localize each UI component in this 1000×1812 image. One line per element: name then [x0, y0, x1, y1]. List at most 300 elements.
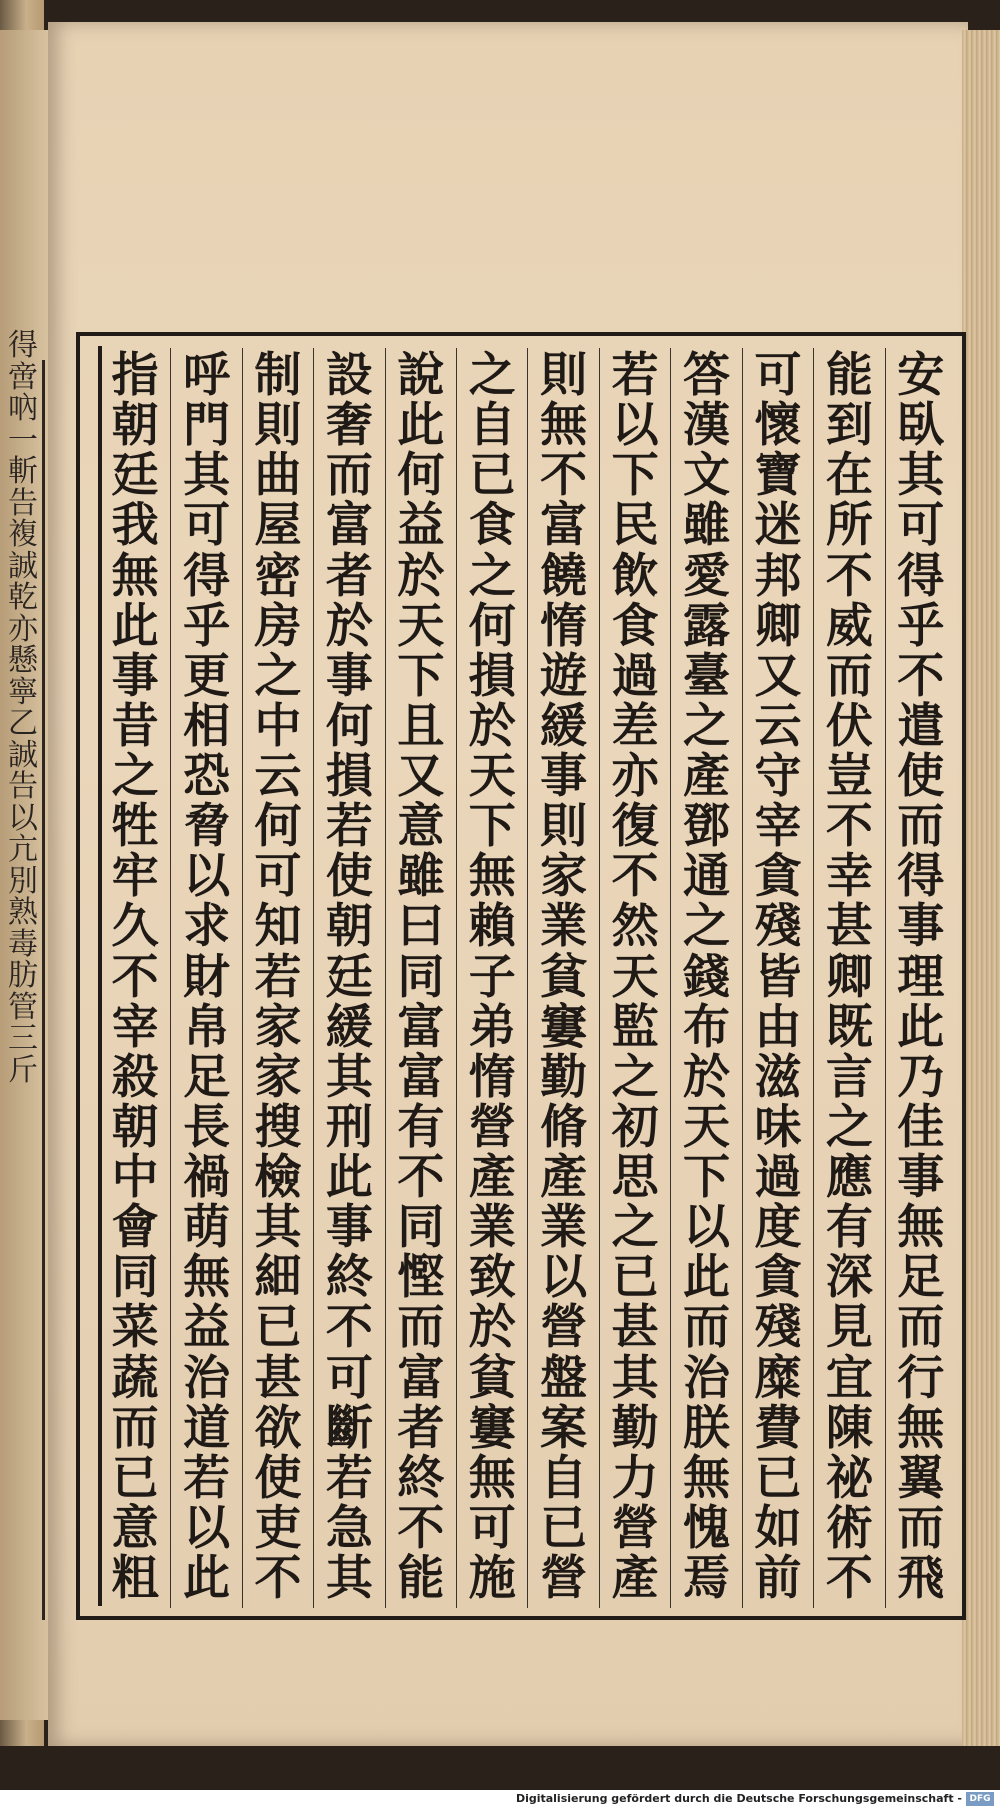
character: 不 — [825, 1551, 873, 1606]
character: 其 — [611, 1350, 659, 1406]
character: 力 — [611, 1450, 659, 1506]
character: 差 — [611, 698, 659, 754]
character: 慳 — [397, 1250, 445, 1306]
character: 可 — [468, 1500, 516, 1556]
character: 下 — [397, 648, 445, 704]
character: 宰 — [754, 799, 802, 855]
character: 以 — [611, 398, 659, 454]
character: 說 — [397, 348, 445, 403]
character: 臺 — [683, 648, 731, 704]
character: 盤 — [540, 1350, 588, 1406]
character: 之 — [825, 1099, 873, 1155]
character: 呼 — [183, 348, 231, 403]
character: 度 — [754, 1200, 802, 1256]
character: 臥 — [897, 398, 945, 454]
character: 屋 — [254, 498, 302, 554]
character: 足 — [183, 1049, 231, 1105]
character: 過 — [611, 648, 659, 704]
character: 若 — [254, 949, 302, 1005]
character: 此 — [183, 1551, 231, 1606]
text-column — [599, 348, 670, 1608]
character: 如 — [754, 1500, 802, 1556]
left-page-border — [42, 360, 45, 1620]
text-column — [170, 348, 241, 1608]
character: 欲 — [254, 1400, 302, 1456]
character: 中 — [111, 1150, 159, 1205]
character: 有 — [397, 1099, 445, 1155]
character: 不 — [111, 949, 159, 1005]
text-column — [670, 348, 741, 1608]
character: 富 — [540, 498, 588, 554]
character: 能 — [397, 1551, 445, 1606]
character: 而 — [397, 1300, 445, 1356]
character: 業 — [540, 1200, 588, 1256]
character: 制 — [254, 348, 302, 403]
character: 意 — [397, 799, 445, 855]
character: 殘 — [754, 899, 802, 955]
character: 產 — [611, 1551, 659, 1606]
character: 之 — [111, 749, 159, 804]
character: 刑 — [325, 1099, 373, 1155]
character: 無 — [468, 849, 516, 905]
character: 產 — [540, 1150, 588, 1205]
character: 其 — [254, 1200, 302, 1256]
character: 之 — [468, 348, 516, 403]
character: 同 — [397, 1200, 445, 1256]
character: 帛 — [183, 999, 231, 1055]
character: 應 — [825, 1150, 873, 1205]
character: 朕 — [683, 1400, 731, 1456]
character: 此 — [397, 398, 445, 454]
character: 守 — [754, 749, 802, 804]
character: 行 — [897, 1350, 945, 1406]
character: 業 — [468, 1200, 516, 1256]
text-column — [885, 348, 956, 1608]
character: 而 — [897, 1500, 945, 1556]
character: 廷 — [111, 448, 159, 504]
character: 營 — [540, 1300, 588, 1356]
character: 窶 — [540, 999, 588, 1055]
character: 細 — [254, 1250, 302, 1306]
character: 富 — [325, 498, 373, 554]
character: 云 — [754, 698, 802, 754]
character: 若 — [325, 1450, 373, 1506]
character: 且 — [397, 698, 445, 754]
character: 指 — [111, 348, 159, 403]
character: 吏 — [254, 1500, 302, 1556]
character: 焉 — [683, 1551, 731, 1606]
character: 菜 — [111, 1300, 159, 1356]
character: 無 — [183, 1250, 231, 1306]
character: 殺 — [111, 1049, 159, 1105]
text-column — [313, 348, 384, 1608]
character: 斷 — [325, 1400, 373, 1456]
character: 之 — [468, 548, 516, 604]
character: 由 — [754, 999, 802, 1055]
character: 終 — [325, 1250, 373, 1306]
character: 同 — [111, 1250, 159, 1306]
character: 益 — [183, 1300, 231, 1356]
character: 不 — [897, 648, 945, 704]
character: 可 — [254, 849, 302, 905]
character: 事 — [111, 648, 159, 704]
character: 在 — [825, 448, 873, 504]
character: 家 — [254, 1049, 302, 1105]
character: 朝 — [111, 398, 159, 454]
character: 理 — [897, 949, 945, 1005]
character: 子 — [468, 949, 516, 1005]
character: 言 — [825, 1049, 873, 1105]
character: 勤 — [540, 1049, 588, 1105]
text-column — [242, 348, 313, 1608]
text-frame — [76, 332, 966, 1620]
character: 不 — [825, 548, 873, 604]
character: 迷 — [754, 498, 802, 554]
character: 於 — [325, 598, 373, 654]
text-column — [100, 348, 170, 1608]
character: 已 — [111, 1450, 159, 1506]
character: 財 — [183, 949, 231, 1005]
character: 然 — [611, 899, 659, 955]
character: 懷 — [754, 398, 802, 454]
text-column — [813, 348, 884, 1608]
character: 無 — [468, 1450, 516, 1506]
character: 使 — [325, 849, 373, 905]
character: 產 — [683, 749, 731, 804]
character: 甚 — [825, 899, 873, 955]
character: 脩 — [540, 1099, 588, 1155]
character: 惰 — [540, 598, 588, 654]
character: 滋 — [754, 1049, 802, 1105]
character: 翼 — [897, 1450, 945, 1506]
character: 乎 — [897, 598, 945, 654]
character: 者 — [397, 1400, 445, 1456]
character: 又 — [754, 648, 802, 704]
left-page-text: 得啻吶一斬告複誠乾亦懸寧乙誠告以亢別熟毒肪管三斤 — [8, 328, 38, 1088]
text-column — [527, 348, 598, 1608]
character: 事 — [325, 1200, 373, 1256]
left-page — [0, 30, 53, 1720]
character: 牢 — [111, 849, 159, 905]
character: 自 — [468, 398, 516, 454]
character: 愧 — [683, 1500, 731, 1556]
character: 之 — [683, 698, 731, 754]
character: 術 — [825, 1500, 873, 1556]
character: 費 — [754, 1400, 802, 1456]
character: 於 — [397, 548, 445, 604]
character: 既 — [825, 999, 873, 1055]
character: 曰 — [397, 899, 445, 955]
character: 已 — [468, 448, 516, 504]
character: 朝 — [325, 899, 373, 955]
character: 貪 — [754, 1250, 802, 1306]
character: 監 — [611, 999, 659, 1055]
character: 惰 — [468, 1049, 516, 1105]
character: 勤 — [611, 1400, 659, 1456]
character: 粗 — [111, 1551, 159, 1606]
character: 不 — [611, 849, 659, 905]
character: 脅 — [183, 799, 231, 855]
character: 家 — [254, 999, 302, 1055]
character: 貧 — [540, 949, 588, 1005]
character: 下 — [683, 1150, 731, 1205]
character: 房 — [254, 598, 302, 654]
character: 求 — [183, 899, 231, 955]
character: 見 — [825, 1300, 873, 1356]
character: 天 — [397, 598, 445, 654]
character: 我 — [111, 498, 159, 554]
character: 甚 — [611, 1300, 659, 1356]
character: 事 — [540, 749, 588, 804]
character: 亦 — [611, 749, 659, 804]
character: 家 — [540, 849, 588, 905]
character: 之 — [683, 899, 731, 955]
character: 初 — [611, 1099, 659, 1155]
character: 久 — [111, 899, 159, 955]
character: 無 — [540, 398, 588, 454]
character: 檢 — [254, 1150, 302, 1205]
character: 營 — [611, 1500, 659, 1556]
dfg-logo: DFG — [966, 1792, 994, 1806]
character: 得 — [183, 548, 231, 604]
character: 賴 — [468, 899, 516, 955]
character: 食 — [468, 498, 516, 554]
character: 天 — [683, 1099, 731, 1155]
character: 何 — [468, 598, 516, 654]
character: 不 — [254, 1551, 302, 1606]
character: 不 — [540, 448, 588, 504]
character: 朝 — [111, 1099, 159, 1155]
character: 於 — [468, 698, 516, 754]
character: 之 — [611, 1049, 659, 1105]
character: 乃 — [897, 1049, 945, 1105]
character: 何 — [397, 448, 445, 504]
character: 寶 — [754, 448, 802, 504]
character: 而 — [683, 1300, 731, 1356]
character: 祕 — [825, 1450, 873, 1506]
character: 中 — [254, 698, 302, 754]
character: 愛 — [683, 548, 731, 604]
character: 得 — [897, 548, 945, 604]
character: 蔬 — [111, 1350, 159, 1406]
character: 可 — [754, 348, 802, 403]
character: 以 — [183, 849, 231, 905]
character: 此 — [897, 999, 945, 1055]
character: 自 — [540, 1450, 588, 1506]
character: 緩 — [325, 999, 373, 1055]
character: 之 — [254, 648, 302, 704]
character: 民 — [611, 498, 659, 554]
character: 富 — [397, 1350, 445, 1406]
character: 緩 — [540, 698, 588, 754]
character: 可 — [183, 498, 231, 554]
character: 足 — [897, 1250, 945, 1306]
character: 無 — [683, 1450, 731, 1506]
character: 密 — [254, 548, 302, 604]
character: 相 — [183, 698, 231, 754]
character: 食 — [611, 598, 659, 654]
character: 於 — [683, 1049, 731, 1105]
character: 而 — [897, 1300, 945, 1356]
character: 此 — [111, 598, 159, 654]
character: 富 — [397, 999, 445, 1055]
character: 答 — [683, 348, 731, 403]
character: 邦 — [754, 548, 802, 604]
character: 若 — [611, 348, 659, 403]
character: 陳 — [825, 1400, 873, 1456]
character: 以 — [683, 1200, 731, 1256]
character: 漢 — [683, 398, 731, 454]
character: 下 — [611, 448, 659, 504]
character: 此 — [683, 1250, 731, 1306]
character: 又 — [397, 749, 445, 804]
character: 道 — [183, 1400, 231, 1456]
character: 於 — [468, 1300, 516, 1356]
character: 益 — [397, 498, 445, 554]
character: 文 — [683, 448, 731, 504]
character: 以 — [540, 1250, 588, 1306]
character: 案 — [540, 1400, 588, 1456]
character: 前 — [754, 1551, 802, 1606]
character: 曲 — [254, 448, 302, 504]
character: 深 — [825, 1250, 873, 1306]
character: 營 — [540, 1551, 588, 1606]
character: 可 — [325, 1350, 373, 1406]
character: 搜 — [254, 1099, 302, 1155]
character: 云 — [254, 749, 302, 804]
character: 則 — [540, 348, 588, 403]
character: 無 — [111, 548, 159, 604]
character: 使 — [254, 1450, 302, 1506]
character: 恐 — [183, 749, 231, 804]
character: 牲 — [111, 799, 159, 855]
character: 皆 — [754, 949, 802, 1005]
character: 不 — [825, 799, 873, 855]
text-columns — [100, 348, 956, 1608]
character: 錢 — [683, 949, 731, 1005]
character: 復 — [611, 799, 659, 855]
character: 安 — [897, 348, 945, 403]
character: 萌 — [183, 1200, 231, 1256]
character: 設 — [325, 348, 373, 403]
character: 使 — [897, 749, 945, 804]
character: 事 — [325, 648, 373, 704]
character: 宜 — [825, 1350, 873, 1406]
character: 不 — [325, 1300, 373, 1356]
character: 而 — [897, 799, 945, 855]
character: 則 — [254, 398, 302, 454]
character: 事 — [897, 899, 945, 955]
character: 思 — [611, 1150, 659, 1205]
character: 乎 — [183, 598, 231, 654]
character: 會 — [111, 1200, 159, 1256]
character: 已 — [254, 1300, 302, 1356]
character: 貪 — [754, 849, 802, 905]
character: 佳 — [897, 1099, 945, 1155]
character: 能 — [825, 348, 873, 403]
character: 知 — [254, 899, 302, 955]
character: 布 — [683, 999, 731, 1055]
character: 所 — [825, 498, 873, 554]
character: 殘 — [754, 1300, 802, 1356]
character: 雖 — [683, 498, 731, 554]
character: 天 — [468, 749, 516, 804]
character: 富 — [397, 1049, 445, 1105]
character: 弟 — [468, 999, 516, 1055]
character: 味 — [754, 1099, 802, 1155]
character: 饒 — [540, 548, 588, 604]
character: 宰 — [111, 999, 159, 1055]
digitization-credit: Digitalisierung gefördert durch die Deutsche Forschungsgemeinschaft - — [515, 1792, 962, 1805]
character: 雖 — [397, 849, 445, 905]
character: 若 — [183, 1450, 231, 1506]
character: 營 — [468, 1099, 516, 1155]
character: 終 — [397, 1450, 445, 1506]
character: 飛 — [897, 1551, 945, 1606]
character: 而 — [825, 648, 873, 704]
character: 同 — [397, 949, 445, 1005]
character: 天 — [611, 949, 659, 1005]
character: 已 — [754, 1450, 802, 1506]
character: 貧 — [468, 1350, 516, 1406]
character: 以 — [183, 1500, 231, 1556]
character: 更 — [183, 648, 231, 704]
character: 意 — [111, 1500, 159, 1556]
character: 已 — [540, 1500, 588, 1556]
character: 其 — [183, 448, 231, 504]
character: 其 — [325, 1551, 373, 1606]
character: 幸 — [825, 849, 873, 905]
character: 致 — [468, 1250, 516, 1306]
character: 施 — [468, 1551, 516, 1606]
character: 通 — [683, 849, 731, 905]
character: 窶 — [468, 1400, 516, 1456]
character: 事 — [897, 1150, 945, 1205]
character: 已 — [611, 1250, 659, 1306]
character: 昔 — [111, 698, 159, 754]
character: 鄧 — [683, 799, 731, 855]
character: 卿 — [754, 598, 802, 654]
character: 何 — [254, 799, 302, 855]
character: 過 — [754, 1150, 802, 1205]
character: 則 — [540, 799, 588, 855]
character: 其 — [897, 448, 945, 504]
character: 遣 — [897, 698, 945, 754]
character: 卿 — [825, 949, 873, 1005]
character: 不 — [397, 1150, 445, 1205]
character: 廷 — [325, 949, 373, 1005]
character: 損 — [468, 648, 516, 704]
character: 而 — [111, 1400, 159, 1456]
character: 產 — [468, 1150, 516, 1205]
character: 長 — [183, 1099, 231, 1155]
character: 禍 — [183, 1150, 231, 1205]
character: 無 — [897, 1200, 945, 1256]
character: 糜 — [754, 1350, 802, 1406]
character: 可 — [897, 498, 945, 554]
character: 急 — [325, 1500, 373, 1556]
character: 無 — [897, 1400, 945, 1456]
character: 到 — [825, 398, 873, 454]
character: 豈 — [825, 749, 873, 804]
character: 業 — [540, 899, 588, 955]
character: 此 — [325, 1150, 373, 1205]
character: 若 — [325, 799, 373, 855]
text-column — [456, 348, 527, 1608]
character: 有 — [825, 1200, 873, 1256]
text-column — [742, 348, 813, 1608]
character: 之 — [611, 1200, 659, 1256]
